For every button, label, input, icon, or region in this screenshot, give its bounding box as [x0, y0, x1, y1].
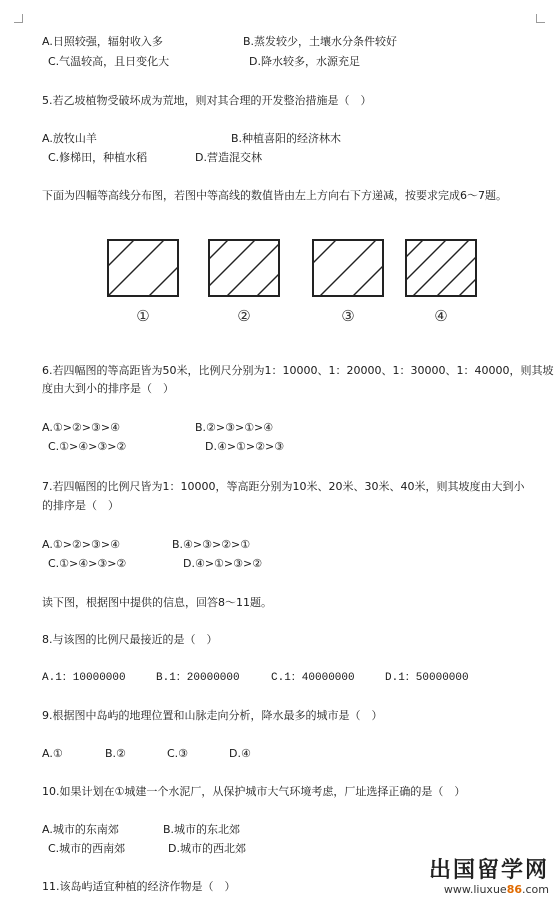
q8-option-a: A.1：10000000	[42, 672, 126, 684]
contour-map-1	[108, 240, 178, 296]
q5-option-c: C.修梯田，种植水稻	[48, 151, 148, 164]
q8-option-b: B.1：20000000	[156, 672, 240, 684]
q4-option-a: A.日照较强，辐射收入多	[42, 35, 163, 48]
q5-option-d: D.营造混交林	[195, 151, 262, 164]
q10-stem: 10.如果计划在①城建一个水泥厂，从保护城市大气环境考虑，厂址选择正确的是（ ）	[42, 785, 466, 798]
site-watermark	[429, 859, 549, 897]
page-corner-mark-top-right	[536, 14, 545, 23]
q9-stem: 9.根据图中岛屿的地理位置和山脉走向分析，降水最多的城市是（ ）	[42, 709, 383, 722]
q4-option-b: B.蒸发较少，土壤水分条件较好	[243, 35, 398, 48]
q5-option-a: A.放牧山羊	[42, 132, 97, 145]
q8-option-c: C.1：40000000	[271, 672, 355, 684]
contour-map-2	[209, 240, 279, 296]
watermark-url-suffix: .com	[522, 883, 549, 896]
q10-option-b: B.城市的东北郊	[163, 823, 241, 836]
q7-option-a: A.①>②>③>④	[42, 538, 120, 551]
q8-option-d: D.1：50000000	[385, 672, 469, 684]
q7-option-b: B.④>③>②>①	[172, 538, 251, 551]
watermark-url-prefix: www.liuxue	[443, 883, 507, 896]
q9-option-c: C.③	[167, 747, 189, 760]
q7-option-c: C.①>④>③>②	[48, 557, 127, 570]
q8-stem: 8.与该图的比例尺最接近的是（ ）	[42, 633, 218, 646]
contour-maps-figure	[107, 239, 487, 325]
contour-map-3	[313, 240, 383, 296]
q6-stem-line1: 6.若四幅图的等高距皆为50米，比例尺分别为1：10000、1：20000、1：30000、1：40000，则其坡	[42, 364, 554, 377]
q5-option-b: B.种植喜阳的经济林木	[231, 132, 342, 145]
watermark-title: 出国留学网	[428, 858, 549, 883]
q9-option-a: A.①	[42, 747, 63, 760]
q10-option-c: C.城市的西南郊	[48, 842, 126, 855]
q7-option-d: D.④>①>③>②	[183, 557, 263, 570]
intro-8-11: 读下图，根据图中提供的信息，回答8～11题。	[42, 596, 272, 609]
q4-option-c: C.气温较高，且日变化大	[48, 55, 170, 68]
q6-stem-line2: 度由大到小的排序是（ ）	[42, 382, 174, 395]
q6-option-b: B.②>③>①>④	[195, 421, 274, 434]
watermark-url-highlight: 86	[506, 883, 522, 896]
q7-stem-line1: 7.若四幅图的比例尺皆为1：10000，等高距分别为10米、20米、30米、40米，则其坡度由大到小	[42, 480, 525, 493]
intro-6-7: 下面为四幅等高线分布图，若图中等高线的数值皆由左上方向右下方递减，按要求完成6～7题。	[42, 189, 507, 202]
q10-option-d: D.城市的西北郊	[168, 842, 246, 855]
q10-option-a: A.城市的东南郊	[42, 823, 119, 836]
contour-map-label-3: ③	[341, 307, 355, 325]
watermark-url	[429, 883, 549, 897]
q9-option-b: B.②	[105, 747, 126, 760]
q6-option-a: A.①>②>③>④	[42, 421, 120, 434]
contour-map-4	[406, 240, 476, 296]
q7-stem-line2: 的排序是（ ）	[42, 499, 119, 512]
contour-map-label-4: ④	[434, 307, 448, 325]
q6-option-c: C.①>④>③>②	[48, 440, 127, 453]
q11-stem: 11.该岛屿适宜种植的经济作物是（ ）	[42, 880, 236, 893]
q5-stem: 5.若乙坡植物受破坏成为荒地，则对其合理的开发整治措施是（ ）	[42, 94, 372, 107]
q9-option-d: D.④	[229, 747, 251, 760]
q6-option-d: D.④>①>②>③	[205, 440, 285, 453]
page-corner-mark-top-left	[14, 14, 23, 23]
contour-map-label-2: ②	[237, 307, 251, 325]
q4-option-d: D.降水较多，水源充足	[249, 55, 360, 68]
contour-map-label-1: ①	[136, 307, 150, 325]
